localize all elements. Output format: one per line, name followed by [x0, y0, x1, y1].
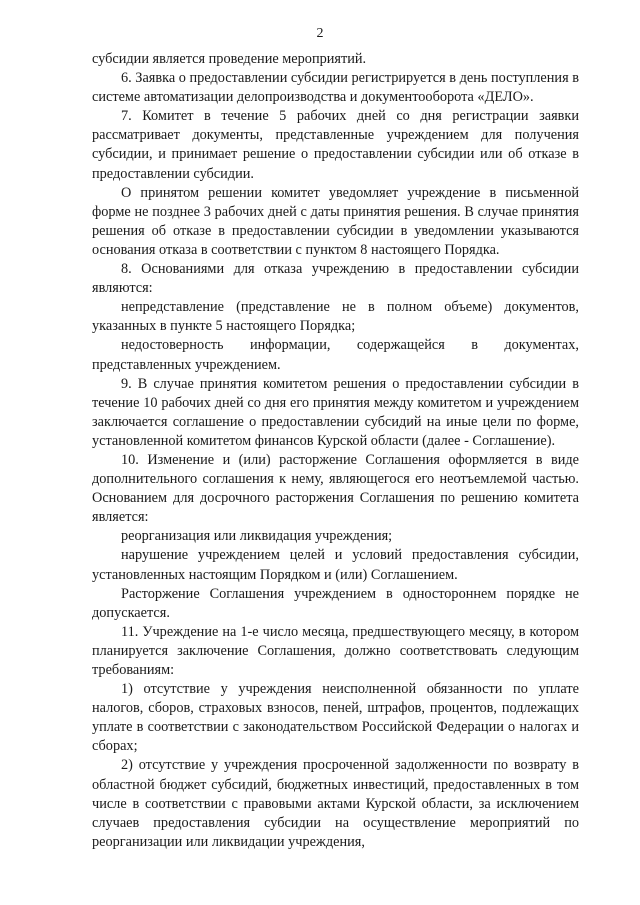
document-body — [92, 50, 579, 852]
paragraph: реорганизация или ликвидация учреждения; — [121, 528, 393, 545]
paragraph: непредставление (представление не в полном объеме) документов, указанных в пункте 5 настоящего Порядка; — [92, 299, 579, 335]
paragraph: 8. Основаниями для отказа учреждению в предоставлении субсидии являются: — [92, 261, 579, 297]
paragraph: Расторжение Соглашения учреждением в одностороннем порядке не допускается. — [92, 585, 579, 621]
paragraph: субсидии является проведение мероприятий. — [92, 51, 367, 67]
paragraph: 11. Учреждение на 1-е число месяца, предшествующего месяцу, в котором планируется заключение Соглашения, должно соответствовать следующим требованиям: — [92, 623, 579, 678]
paragraph: 2) отсутствие у учреждения просроченной задолженности по возврату в областной бюджет субсидий, бюджетных инвестиций, предоставленных в том числе в соответствии с правовыми актами Курской области, за исключением случаев предоставления субсидии на осуществление мероприятий по реорганизации или ликвидации учреждения, — [92, 757, 579, 850]
page-number: 2 — [316, 26, 324, 41]
paragraph: нарушение учреждением целей и условий предоставления субсидии, установленных настоящим Порядком и (или) Соглашением. — [92, 547, 579, 583]
paragraph: недостоверность информации, содержащейся в документах, представленных учреждением. — [92, 337, 579, 373]
paragraph: О принятом решении комитет уведомляет учреждение в письменной форме не позднее 3 рабочих дней с даты принятия решения. В случае принятия решения об отказе в предоставлении субсидии в уведомлении указываются основания отказа в соответствии с пунктом 8 настоящего Порядка. — [92, 184, 579, 258]
paragraph: 9. В случае принятия комитетом решения о предоставлении субсидии в течение 10 рабочих дней со дня его принятия между комитетом и учреждением заключается соглашение о предоставлении субсидий на иные цели по форме, установленной комитетом финансов Курской области (далее - Соглашение). — [92, 375, 579, 449]
paragraph: 10. Изменение и (или) расторжение Соглашения оформляется в виде дополнительного соглашения к нему, являющегося его неотъемлемой частью. Основанием для досрочного расторжения Соглашения по решению комитета является: — [92, 451, 579, 526]
paragraph: 6. Заявка о предоставлении субсидии регистрируется в день поступления в системе автоматизации делопроизводства и документооборота «ДЕЛО». — [92, 70, 579, 106]
paragraph: 1) отсутствие у учреждения неисполненной обязанности по уплате налогов, сборов, страховых взносов, пеней, штрафов, процентов, подлежащих уплате в соответствии с законодательством Российской Федерации о налогах и сборах; — [92, 681, 579, 755]
paragraph: 7. Комитет в течение 5 рабочих дней со дня регистрации заявки рассматривает документы, представленные учреждением для получения субсидии, и принимает решение о предоставлении субсидии или об отказе в предоставлении субсидии. — [92, 108, 579, 182]
